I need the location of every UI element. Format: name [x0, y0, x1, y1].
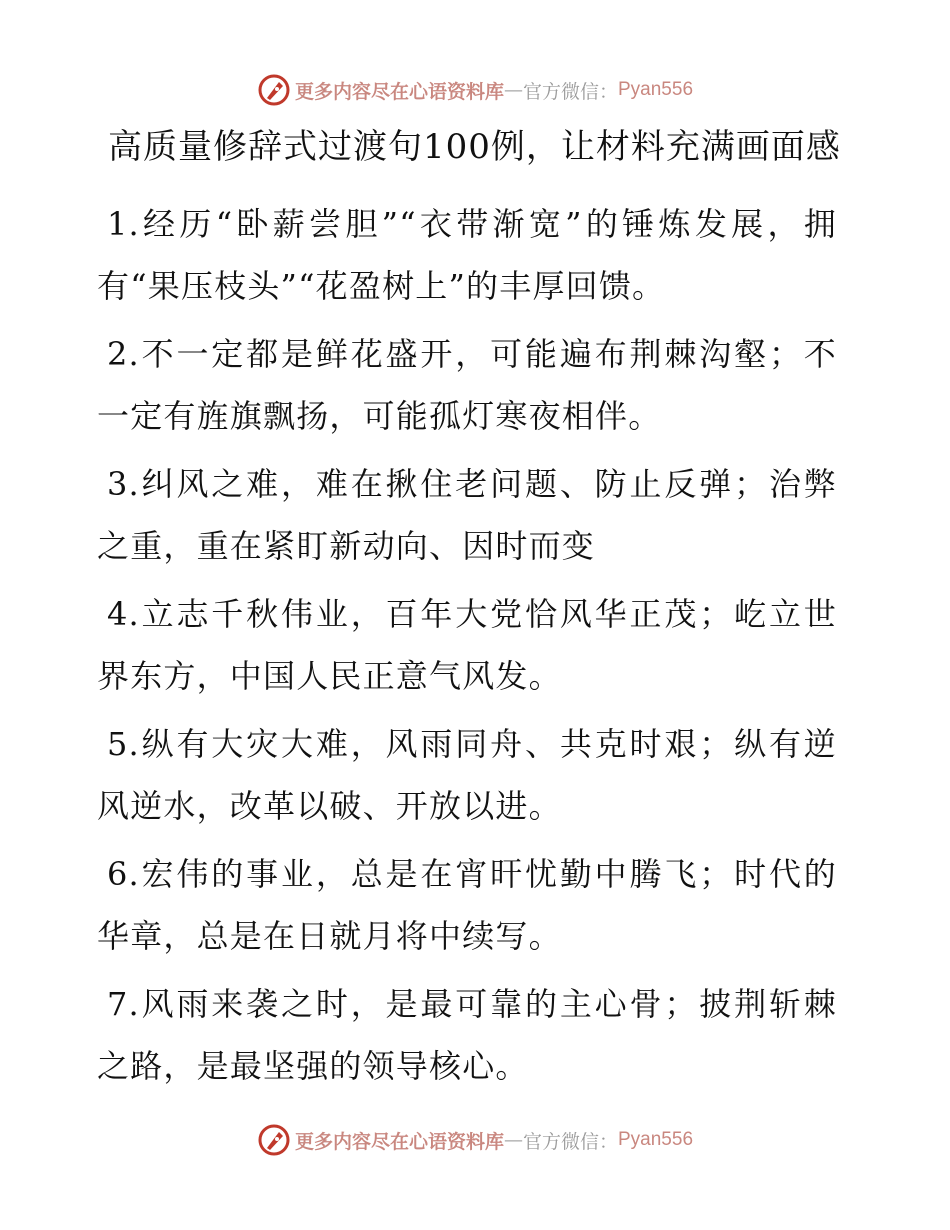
- list-item: 7.风雨来袭之时，是最可靠的主心骨；披荆斩棘之路，是最坚强的领导核心。: [97, 985, 837, 1085]
- footer-watermark: [0, 1120, 950, 1160]
- watermark-wechat-label: 官方微信：: [522, 1130, 618, 1153]
- watermark-text: 更多内容尽在心语资料库: [294, 80, 504, 103]
- watermark-text: 更多内容尽在心语资料库: [294, 1130, 504, 1153]
- list-item: 4.立志千秋伟业，百年大党恰风华正茂；屹立世界东方，中国人民正意气风发。: [97, 595, 837, 695]
- header-watermark: [0, 70, 950, 110]
- watermark-separator: —: [503, 1129, 523, 1151]
- list-item: 1.经历“卧薪尝胆”“衣带渐宽”的锤炼发展，拥有“果压枝头”“花盈树上”的丰厚回馈。: [97, 205, 837, 305]
- pen-nib-logo-icon: [257, 1123, 291, 1157]
- document-title: 高质量修辞式过渡句100例，让材料充满画面感: [108, 127, 841, 167]
- list-item: 2.不一定都是鲜花盛开，可能遍布荆棘沟壑；不一定有旌旗飘扬，可能孤灯寒夜相伴。: [97, 335, 837, 435]
- list-item: 3.纠风之难，难在揪住老问题、防止反弹；治弊之重，重在紧盯新动向、因时而变: [97, 465, 837, 565]
- pen-nib-logo-icon: [257, 73, 291, 107]
- watermark-wechat-id: Pyan556: [618, 1129, 694, 1150]
- list-item: 6.宏伟的事业，总是在宵旰忧勤中腾飞；时代的华章，总是在日就月将中续写。: [97, 855, 837, 955]
- watermark-separator: —: [503, 79, 523, 101]
- watermark-wechat-id: Pyan556: [618, 79, 694, 100]
- watermark-wechat-label: 官方微信：: [522, 80, 618, 103]
- sentence-list: [97, 193, 837, 1103]
- list-item: 5.纵有大灾大难，风雨同舟、共克时艰；纵有逆风逆水，改革以破、开放以进。: [97, 725, 837, 825]
